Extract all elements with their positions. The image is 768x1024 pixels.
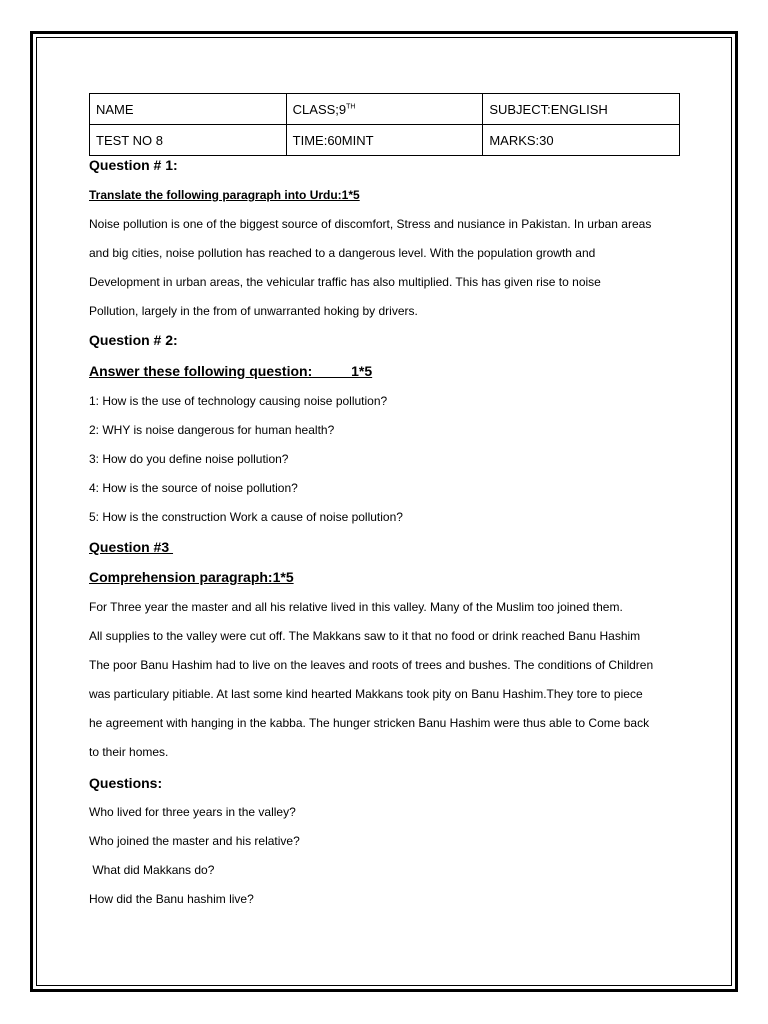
q3-question: Who joined the master and his relative? — [89, 834, 300, 848]
header-table — [89, 93, 680, 156]
q1-paragraph-line: Pollution, largely in the from of unwarranted hoking by drivers. — [89, 304, 418, 318]
q2-item: 1: How is the use of technology causing noise pollution? — [89, 394, 388, 408]
q3-instruction: Comprehension paragraph:1*5 — [89, 569, 294, 585]
q2-item: 5: How is the construction Work a cause of noise pollution? — [89, 510, 403, 524]
q1-instruction: Translate the following paragraph into Urdu:1*5 — [89, 188, 360, 202]
q1-paragraph-line: Noise pollution is one of the biggest source of discomfort, Stress and nusiance in Pakistan. In urban areas — [89, 217, 652, 231]
q3-question: Who lived for three years in the valley? — [89, 805, 296, 819]
q3-paragraph-line: he agreement with hanging in the kabba. The hunger stricken Banu Hashim were thus able to Come back — [89, 716, 650, 730]
subject-cell: SUBJECT:ENGLISH — [483, 94, 680, 125]
q2-title: Question # 2: — [89, 332, 178, 348]
q3-question: How did the Banu hashim live? — [89, 892, 254, 906]
q3-paragraph-line: The poor Banu Hashim had to live on the leaves and roots of trees and bushes. The conditions of Children — [89, 658, 654, 672]
q2-instruction: Answer these following question: 1*5 — [89, 363, 373, 379]
q3-paragraph-line: All supplies to the valley were cut off. The Makkans saw to it that no food or drink reached Banu Hashim — [89, 629, 641, 643]
q1-paragraph-line: Development in urban areas, the vehicular traffic has also multiplied. This has given rise to noise — [89, 275, 601, 289]
q1-paragraph-line: and big cities, noise pollution has reached to a dangerous level. With the population growth and — [89, 246, 596, 260]
q3-question: What did Makkans do? — [89, 863, 215, 877]
test-no-cell: TEST NO 8 — [90, 125, 287, 156]
q1-title: Question # 1: — [89, 157, 178, 173]
q3-questions-title: Questions: — [89, 775, 163, 791]
header-row — [90, 125, 680, 156]
q3-paragraph-line: was particulary pitiable. At last some kind hearted Makkans took pity on Banu Hashim.They tore to piece — [89, 687, 643, 701]
q2-item: 4: How is the source of noise pollution? — [89, 481, 298, 495]
q3-title: Question #3 — [89, 539, 174, 555]
name-cell: NAME — [90, 94, 287, 125]
class-label: CLASS;9 — [292, 101, 347, 117]
class-superscript: TH — [346, 103, 356, 111]
q3-paragraph-line: For Three year the master and all his relative lived in this valley. Many of the Muslim too joined them. — [89, 600, 623, 614]
header-row — [90, 94, 680, 125]
q2-item: 2: WHY is noise dangerous for human health? — [89, 423, 335, 437]
time-cell: TIME:60MINT — [286, 125, 483, 156]
q2-item: 3: How do you define noise pollution? — [89, 452, 289, 466]
class-cell — [286, 94, 483, 125]
marks-cell: MARKS:30 — [483, 125, 680, 156]
q3-paragraph-line: to their homes. — [89, 745, 169, 759]
